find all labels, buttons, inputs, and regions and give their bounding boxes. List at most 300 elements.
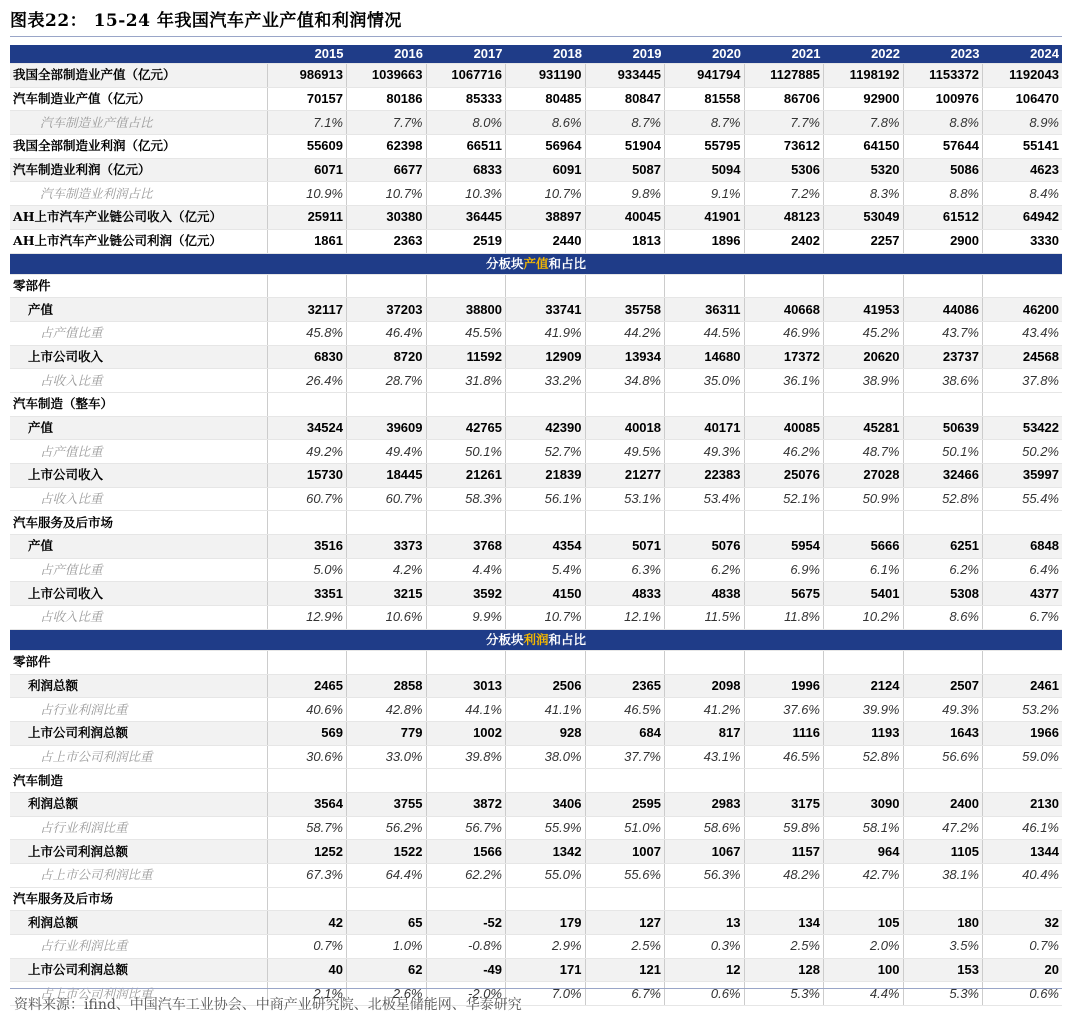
value-cell: 179 <box>506 911 586 935</box>
empty-cell <box>903 650 983 674</box>
value-cell: 36311 <box>665 298 745 322</box>
empty-cell <box>824 392 904 416</box>
value-cell: 58.1% <box>824 816 904 840</box>
empty-cell <box>426 274 506 298</box>
value-cell: 38.9% <box>824 369 904 393</box>
value-cell: 65 <box>347 911 427 935</box>
empty-cell <box>585 769 665 793</box>
value-cell: 58.7% <box>267 816 347 840</box>
value-cell: 3013 <box>426 674 506 698</box>
value-cell: 38.0% <box>506 745 586 769</box>
value-cell: 39609 <box>347 416 427 440</box>
row-label: 上市公司利润总额 <box>10 721 267 745</box>
value-cell: 3768 <box>426 535 506 559</box>
table-body <box>10 64 1062 1006</box>
value-cell: 1007 <box>585 840 665 864</box>
value-cell: 5094 <box>665 158 745 182</box>
value-cell: 37.8% <box>983 369 1063 393</box>
value-cell: 1344 <box>983 840 1063 864</box>
empty-cell <box>426 887 506 911</box>
value-cell: 931190 <box>506 64 586 88</box>
value-cell: 3516 <box>267 535 347 559</box>
group-label: 零部件 <box>10 274 267 298</box>
value-cell: 10.3% <box>426 182 506 206</box>
value-cell: 31.8% <box>426 369 506 393</box>
value-cell: 32466 <box>903 464 983 488</box>
value-cell: 42765 <box>426 416 506 440</box>
source-note: 资料来源：ifind、中国汽车工业协会、中商产业研究院、北极星储能网、华泰研究 <box>14 997 522 1013</box>
value-cell: 41.1% <box>506 698 586 722</box>
value-cell: -49 <box>426 958 506 982</box>
value-cell: 55795 <box>665 135 745 159</box>
group-label: 汽车制造（整车） <box>10 392 267 416</box>
value-cell: 40.6% <box>267 698 347 722</box>
value-cell: 0.3% <box>665 935 745 959</box>
value-cell: 2983 <box>665 792 745 816</box>
group-label: 汽车服务及后市场 <box>10 887 267 911</box>
empty-cell <box>347 392 427 416</box>
value-cell: 44.2% <box>585 321 665 345</box>
value-cell: 45.2% <box>824 321 904 345</box>
value-cell: 55141 <box>983 135 1063 159</box>
value-cell: 46200 <box>983 298 1063 322</box>
value-cell: 40.4% <box>983 864 1063 888</box>
value-cell: 55609 <box>267 135 347 159</box>
year-header: 2019 <box>585 45 665 64</box>
empty-cell <box>506 887 586 911</box>
empty-cell <box>585 274 665 298</box>
value-cell: 2.5% <box>585 935 665 959</box>
value-cell: 2363 <box>347 229 427 253</box>
value-cell: 10.7% <box>506 606 586 630</box>
value-cell: 48.7% <box>824 440 904 464</box>
row-label: 占行业利润比重 <box>10 935 267 959</box>
empty-cell <box>903 392 983 416</box>
value-cell: -0.8% <box>426 935 506 959</box>
value-cell: 33741 <box>506 298 586 322</box>
row-label: 上市公司收入 <box>10 582 267 606</box>
value-cell: 11592 <box>426 345 506 369</box>
value-cell: 1896 <box>665 229 745 253</box>
value-cell: 46.5% <box>744 745 824 769</box>
empty-cell <box>665 392 745 416</box>
value-cell: 46.9% <box>744 321 824 345</box>
value-cell: 55.0% <box>506 864 586 888</box>
row-label: AH上市汽车产业链公司收入（亿元） <box>10 206 267 230</box>
value-cell: 60.7% <box>267 487 347 511</box>
value-cell: 0.6% <box>665 982 745 1006</box>
year-header: 2022 <box>824 45 904 64</box>
empty-cell <box>744 274 824 298</box>
value-cell: 941794 <box>665 64 745 88</box>
value-cell: 2858 <box>347 674 427 698</box>
value-cell: 4838 <box>665 582 745 606</box>
empty-cell <box>983 511 1063 535</box>
value-cell: 6.7% <box>585 982 665 1006</box>
value-cell: 8.6% <box>506 111 586 135</box>
table-row <box>10 582 1062 606</box>
row-label: 利润总额 <box>10 792 267 816</box>
value-cell: 5308 <box>903 582 983 606</box>
year-header: 2023 <box>903 45 983 64</box>
value-cell: 1039663 <box>347 64 427 88</box>
row-label: 上市公司利润总额 <box>10 958 267 982</box>
empty-cell <box>585 887 665 911</box>
value-cell: 50.9% <box>824 487 904 511</box>
value-cell: 40045 <box>585 206 665 230</box>
value-cell: 134 <box>744 911 824 935</box>
value-cell: 62398 <box>347 135 427 159</box>
empty-cell <box>983 650 1063 674</box>
empty-cell <box>744 650 824 674</box>
value-cell: 153 <box>903 958 983 982</box>
value-cell: 28.7% <box>347 369 427 393</box>
value-cell: 6091 <box>506 158 586 182</box>
value-cell: 10.9% <box>267 182 347 206</box>
value-cell: 45281 <box>824 416 904 440</box>
section-title <box>10 253 1062 274</box>
value-cell: 44.1% <box>426 698 506 722</box>
table-row <box>10 840 1062 864</box>
value-cell: 8.7% <box>585 111 665 135</box>
value-cell: 1193 <box>824 721 904 745</box>
value-cell: 40171 <box>665 416 745 440</box>
value-cell: 106470 <box>983 87 1063 111</box>
value-cell: 6848 <box>983 535 1063 559</box>
value-cell: 1566 <box>426 840 506 864</box>
value-cell: 50.1% <box>903 440 983 464</box>
value-cell: 1.0% <box>347 935 427 959</box>
value-cell: 1966 <box>983 721 1063 745</box>
value-cell: 12909 <box>506 345 586 369</box>
value-cell: 55.4% <box>983 487 1063 511</box>
value-cell: 58.3% <box>426 487 506 511</box>
value-cell: 51.0% <box>585 816 665 840</box>
value-cell: 6071 <box>267 158 347 182</box>
value-cell: 21277 <box>585 464 665 488</box>
year-header: 2015 <box>267 45 347 64</box>
section-title-prefix: 分板块 <box>485 631 524 647</box>
value-cell: 59.8% <box>744 816 824 840</box>
value-cell: 2400 <box>903 792 983 816</box>
value-cell: 44.5% <box>665 321 745 345</box>
value-cell: 46.5% <box>585 698 665 722</box>
header-corner <box>10 45 267 64</box>
value-cell: 1002 <box>426 721 506 745</box>
value-cell: 43.7% <box>903 321 983 345</box>
share-row <box>10 558 1062 582</box>
year-header: 2016 <box>347 45 427 64</box>
row-label: 汽车制造业产值（亿元） <box>10 87 267 111</box>
value-cell: 986913 <box>267 64 347 88</box>
group-row <box>10 274 1062 298</box>
empty-cell <box>426 650 506 674</box>
value-cell: 8.8% <box>903 182 983 206</box>
value-cell: 0.7% <box>983 935 1063 959</box>
row-label: 我国全部制造业利润（亿元） <box>10 135 267 159</box>
share-row <box>10 321 1062 345</box>
row-label: 上市公司收入 <box>10 345 267 369</box>
value-cell: 7.7% <box>744 111 824 135</box>
empty-cell <box>983 274 1063 298</box>
value-cell: 39.9% <box>824 698 904 722</box>
value-cell: 44086 <box>903 298 983 322</box>
value-cell: 61512 <box>903 206 983 230</box>
value-cell: 2.6% <box>347 982 427 1006</box>
value-cell: 7.7% <box>347 111 427 135</box>
row-label: 占产值比重 <box>10 558 267 582</box>
value-cell: 40668 <box>744 298 824 322</box>
value-cell: 30.6% <box>267 745 347 769</box>
value-cell: 38800 <box>426 298 506 322</box>
value-cell: 22383 <box>665 464 745 488</box>
row-label: 我国全部制造业产值（亿元） <box>10 64 267 88</box>
section-title-suffix: 和占比 <box>548 255 587 271</box>
value-cell: 1116 <box>744 721 824 745</box>
value-cell: 3215 <box>347 582 427 606</box>
value-cell: 56.2% <box>347 816 427 840</box>
value-cell: 933445 <box>585 64 665 88</box>
section-title <box>10 629 1062 650</box>
row-label: 占行业利润比重 <box>10 816 267 840</box>
share-row <box>10 111 1062 135</box>
year-header: 2018 <box>506 45 586 64</box>
year-header: 2021 <box>744 45 824 64</box>
empty-cell <box>665 769 745 793</box>
value-cell: 42.8% <box>347 698 427 722</box>
value-cell: 42390 <box>506 416 586 440</box>
value-cell: 7.1% <box>267 111 347 135</box>
year-header: 2024 <box>983 45 1063 64</box>
value-cell: 5675 <box>744 582 824 606</box>
value-cell: 1522 <box>347 840 427 864</box>
value-cell: 10.2% <box>824 606 904 630</box>
section-title-highlight: 利润 <box>523 631 549 647</box>
value-cell: 2.0% <box>824 935 904 959</box>
value-cell: 2098 <box>665 674 745 698</box>
empty-cell <box>506 769 586 793</box>
value-cell: 4377 <box>983 582 1063 606</box>
value-cell: 34524 <box>267 416 347 440</box>
value-cell: 38.1% <box>903 864 983 888</box>
value-cell: 53049 <box>824 206 904 230</box>
value-cell: 86706 <box>744 87 824 111</box>
empty-cell <box>506 274 586 298</box>
value-cell: 55.9% <box>506 816 586 840</box>
row-label: 产值 <box>10 298 267 322</box>
empty-cell <box>506 511 586 535</box>
value-cell: 20 <box>983 958 1063 982</box>
value-cell: 27028 <box>824 464 904 488</box>
value-cell: 80485 <box>506 87 586 111</box>
value-cell: 5.4% <box>506 558 586 582</box>
value-cell: 9.8% <box>585 182 665 206</box>
table-row <box>10 135 1062 159</box>
value-cell: 2507 <box>903 674 983 698</box>
value-cell: 100 <box>824 958 904 982</box>
value-cell: 9.9% <box>426 606 506 630</box>
value-cell: 3755 <box>347 792 427 816</box>
value-cell: 5320 <box>824 158 904 182</box>
value-cell: 56.6% <box>903 745 983 769</box>
group-label: 汽车服务及后市场 <box>10 511 267 535</box>
value-cell: 42.7% <box>824 864 904 888</box>
section-title-highlight: 产值 <box>523 255 549 271</box>
empty-cell <box>983 392 1063 416</box>
empty-cell <box>267 887 347 911</box>
value-cell: 46.4% <box>347 321 427 345</box>
value-cell: 60.7% <box>347 487 427 511</box>
table-row <box>10 721 1062 745</box>
value-cell: 684 <box>585 721 665 745</box>
value-cell: 53.1% <box>585 487 665 511</box>
table-row <box>10 792 1062 816</box>
value-cell: 1105 <box>903 840 983 864</box>
value-cell: 1198192 <box>824 64 904 88</box>
empty-cell <box>347 511 427 535</box>
value-cell: 52.7% <box>506 440 586 464</box>
value-cell: 2124 <box>824 674 904 698</box>
value-cell: 2519 <box>426 229 506 253</box>
value-cell: 49.4% <box>347 440 427 464</box>
value-cell: 6833 <box>426 158 506 182</box>
value-cell: 5071 <box>585 535 665 559</box>
value-cell: 49.3% <box>665 440 745 464</box>
group-row <box>10 887 1062 911</box>
header-row <box>10 45 1062 64</box>
empty-cell <box>824 769 904 793</box>
value-cell: 58.6% <box>665 816 745 840</box>
table-row <box>10 535 1062 559</box>
value-cell: 2461 <box>983 674 1063 698</box>
empty-cell <box>506 392 586 416</box>
value-cell: 1067 <box>665 840 745 864</box>
value-cell: 5.0% <box>267 558 347 582</box>
value-cell: 34.8% <box>585 369 665 393</box>
value-cell: 5306 <box>744 158 824 182</box>
footer-divider <box>10 988 1062 989</box>
value-cell: 8.3% <box>824 182 904 206</box>
value-cell: 35758 <box>585 298 665 322</box>
empty-cell <box>426 769 506 793</box>
value-cell: 6.2% <box>903 558 983 582</box>
value-cell: 3090 <box>824 792 904 816</box>
value-cell: 57644 <box>903 135 983 159</box>
empty-cell <box>665 511 745 535</box>
section-title-prefix: 分板块 <box>485 255 524 271</box>
value-cell: 15730 <box>267 464 347 488</box>
row-label: 占收入比重 <box>10 369 267 393</box>
value-cell: 64.4% <box>347 864 427 888</box>
value-cell: 1996 <box>744 674 824 698</box>
value-cell: 53422 <box>983 416 1063 440</box>
value-cell: 2465 <box>267 674 347 698</box>
table-row <box>10 911 1062 935</box>
value-cell: 35.0% <box>665 369 745 393</box>
value-cell: 55.6% <box>585 864 665 888</box>
row-label: 占上市公司利润比重 <box>10 982 267 1006</box>
value-cell: 2130 <box>983 792 1063 816</box>
table-row <box>10 298 1062 322</box>
empty-cell <box>983 887 1063 911</box>
group-row <box>10 511 1062 535</box>
share-row <box>10 487 1062 511</box>
value-cell: 12.1% <box>585 606 665 630</box>
value-cell: 105 <box>824 911 904 935</box>
value-cell: 0.7% <box>267 935 347 959</box>
value-cell: 56.1% <box>506 487 586 511</box>
table-row <box>10 464 1062 488</box>
share-row <box>10 369 1062 393</box>
value-cell: 35997 <box>983 464 1063 488</box>
share-row <box>10 935 1062 959</box>
value-cell: 30380 <box>347 206 427 230</box>
empty-cell <box>665 887 745 911</box>
value-cell: -2.0% <box>426 982 506 1006</box>
value-cell: 73612 <box>744 135 824 159</box>
value-cell: 2900 <box>903 229 983 253</box>
empty-cell <box>744 769 824 793</box>
value-cell: 37.7% <box>585 745 665 769</box>
value-cell: 1127885 <box>744 64 824 88</box>
value-cell: 53.2% <box>983 698 1063 722</box>
value-cell: 3592 <box>426 582 506 606</box>
value-cell: 2.1% <box>267 982 347 1006</box>
value-cell: 1067716 <box>426 64 506 88</box>
row-label: 上市公司利润总额 <box>10 840 267 864</box>
empty-cell <box>347 769 427 793</box>
data-table <box>10 45 1062 1006</box>
value-cell: 8720 <box>347 345 427 369</box>
value-cell: 569 <box>267 721 347 745</box>
value-cell: 5086 <box>903 158 983 182</box>
group-row <box>10 769 1062 793</box>
value-cell: 33.0% <box>347 745 427 769</box>
row-label: 占产值比重 <box>10 321 267 345</box>
figure-title: 图表22： 15-24 年我国汽车产业产值和利润情况 <box>10 11 402 31</box>
value-cell: 66511 <box>426 135 506 159</box>
value-cell: 14680 <box>665 345 745 369</box>
value-cell: 80847 <box>585 87 665 111</box>
value-cell: 32117 <box>267 298 347 322</box>
value-cell: 1861 <box>267 229 347 253</box>
row-label: 产值 <box>10 535 267 559</box>
value-cell: 3373 <box>347 535 427 559</box>
value-cell: 6.7% <box>983 606 1063 630</box>
value-cell: 39.8% <box>426 745 506 769</box>
value-cell: 56.7% <box>426 816 506 840</box>
value-cell: 51904 <box>585 135 665 159</box>
value-cell: 36445 <box>426 206 506 230</box>
value-cell: 2257 <box>824 229 904 253</box>
share-row <box>10 606 1062 630</box>
value-cell: 21839 <box>506 464 586 488</box>
value-cell: 37203 <box>347 298 427 322</box>
value-cell: 928 <box>506 721 586 745</box>
value-cell: 85333 <box>426 87 506 111</box>
value-cell: 40 <box>267 958 347 982</box>
section-title-suffix: 和占比 <box>548 631 587 647</box>
value-cell: 8.6% <box>903 606 983 630</box>
share-row <box>10 182 1062 206</box>
value-cell: 1153372 <box>903 64 983 88</box>
value-cell: 40018 <box>585 416 665 440</box>
value-cell: 8.4% <box>983 182 1063 206</box>
table-row <box>10 64 1062 88</box>
value-cell: 2.5% <box>744 935 824 959</box>
table-row <box>10 87 1062 111</box>
empty-cell <box>903 769 983 793</box>
